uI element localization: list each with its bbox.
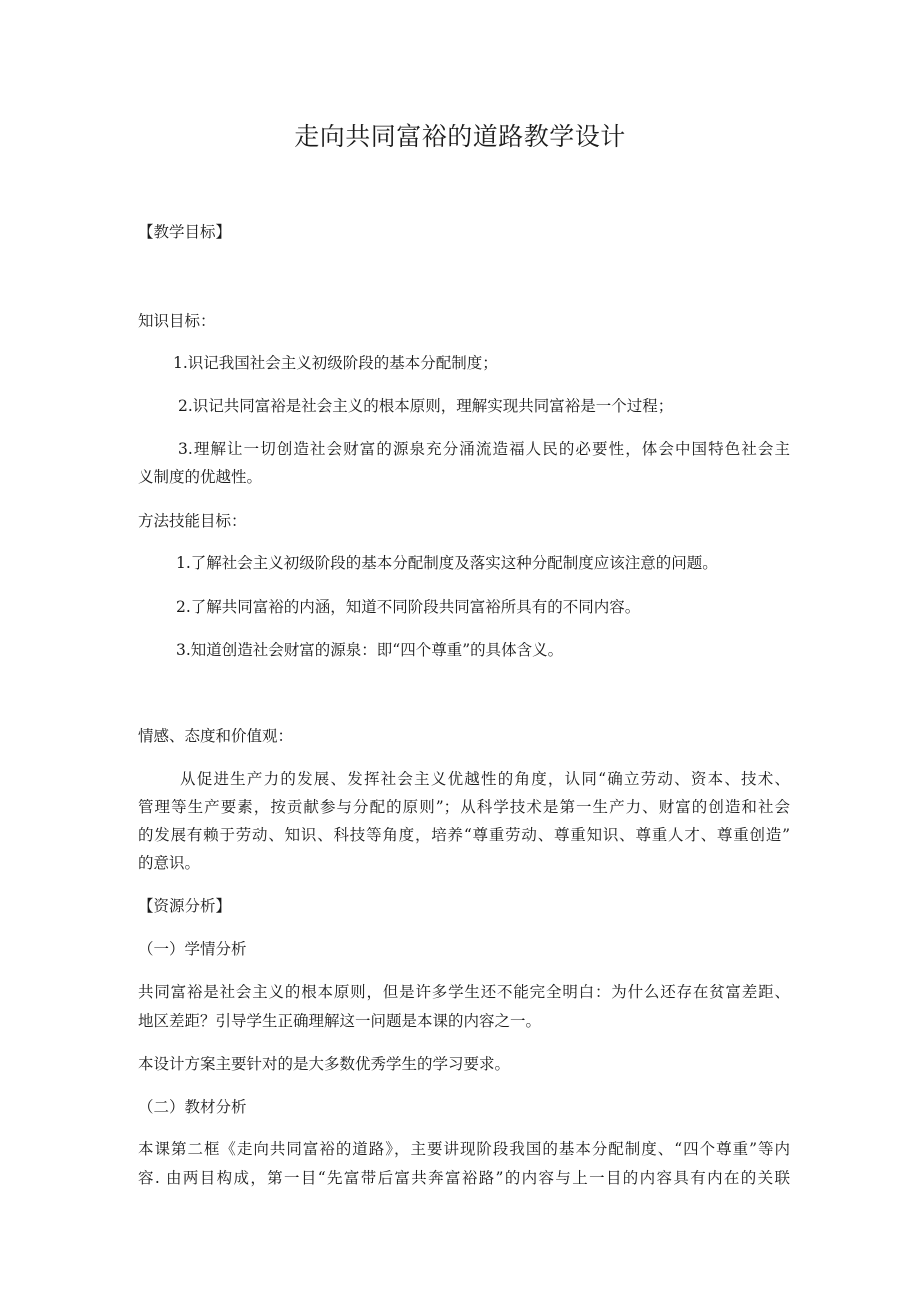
method-goals-label: 方法技能目标： [138,512,247,530]
knowledge-goal-item: 1.识记我国社会主义初级阶段的基本分配制度； [173,354,498,372]
student-analysis-label: （一）学情分析 [138,940,247,958]
method-goal-item: 2.了解共同富裕的内涵，知道不同阶段共同富裕所具有的不同内容。 [176,598,641,616]
section-heading-resource-analysis: 【资源分析】 [138,897,232,915]
section-heading-teaching-goals: 【教学目标】 [138,223,232,241]
student-analysis-line: 共同富裕是社会主义的根本原则，但是许多学生还不能完全明白：为什么还存在贫富差距、 [138,983,790,1001]
document-title: 走向共同富裕的道路教学设计 [294,122,626,151]
textbook-analysis-line: 本课第二框《走向共同富裕的道路》，主要讲现阶段我国的基本分配制度、“四个尊重”等内 [138,1140,790,1158]
values-paragraph-line: 的意识。 [138,854,201,872]
values-goals-label: 情感、态度和价值观： [138,727,294,745]
student-analysis-line: 地区差距？引导学生正确理解这一问题是本课的内容之一。 [138,1012,542,1030]
knowledge-goal-item-continued: 义制度的优越性。 [138,468,263,486]
student-analysis-line: 本设计方案主要针对的是大多数优秀学生的学习要求。 [138,1055,511,1073]
method-goal-item: 1.了解社会主义初级阶段的基本分配制度及落实这种分配制度应该注意的问题。 [176,554,718,572]
knowledge-goal-item: 3.理解让一切创造社会财富的源泉充分涌流造福人民的必要性，体会中国特色社会主 [178,440,790,458]
knowledge-goal-item: 2.识记共同富裕是社会主义的根本原则，理解实现共同富裕是一个过程； [178,397,674,415]
textbook-analysis-line: 容. 由两目构成，第一目“先富带后富共奔富裕路”的内容与上一目的内容具有内在的关联 [138,1169,790,1187]
knowledge-goals-label: 知识目标： [138,312,216,330]
values-paragraph-line: 从促进生产力的发展、发挥社会主义优越性的角度，认同“确立劳动、资本、技术、 [180,770,790,788]
values-paragraph-line: 的发展有赖于劳动、知识、科技等角度，培养“尊重劳动、尊重知识、尊重人才、尊重创造” [138,826,790,844]
values-paragraph-line: 管理等生产要素，按贡献参与分配的原则”；从科学技术是第一生产力、财富的创造和社会 [138,798,790,816]
textbook-analysis-label: （二）教材分析 [138,1098,247,1116]
method-goal-item: 3.知道创造社会财富的源泉：即“四个尊重”的具体含义。 [176,641,564,659]
